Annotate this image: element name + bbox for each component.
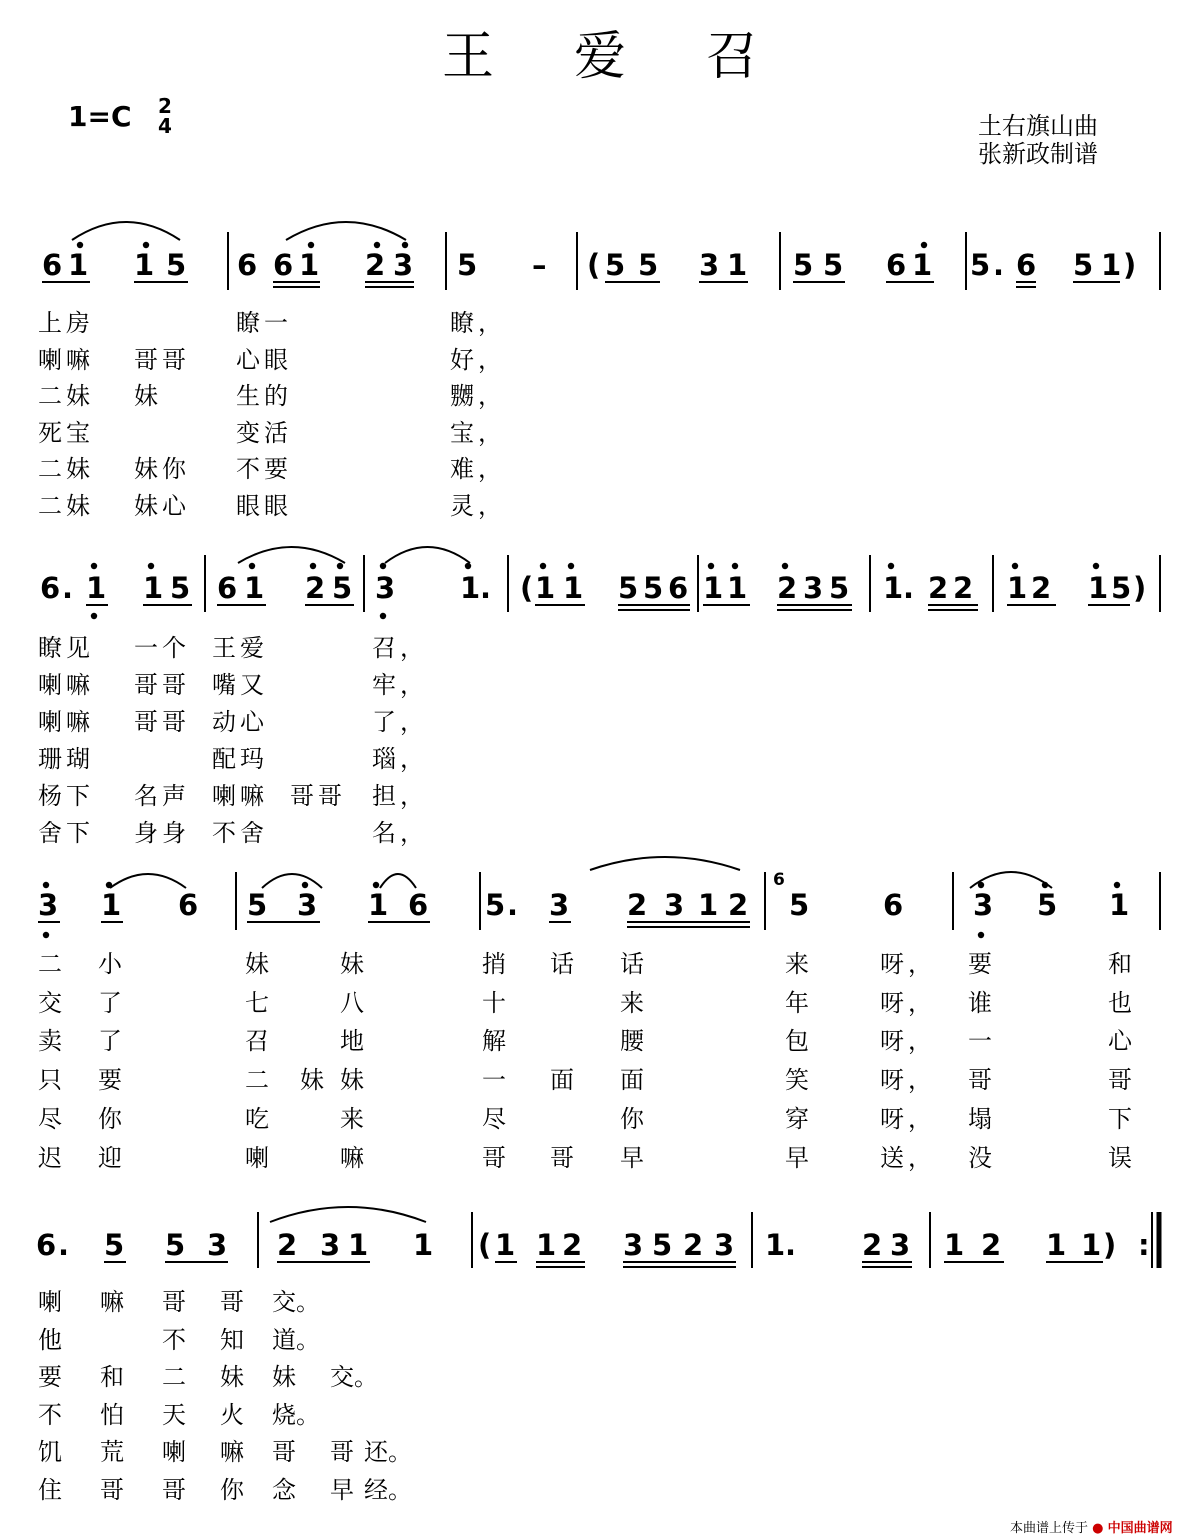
jianpu-note: . <box>903 571 915 605</box>
lyric-syllable: 配玛 <box>212 745 268 773</box>
jianpu-note: 1 <box>368 888 389 922</box>
lyric-syllable: 来 <box>620 988 648 1017</box>
jianpu-note: 6 <box>668 571 689 605</box>
lyric-syllable: 交。 <box>330 1363 378 1391</box>
jianpu-note: ) <box>1103 1228 1117 1262</box>
octave-dot <box>402 242 408 248</box>
jianpu-note: . <box>785 1228 797 1262</box>
lyric-syllable: 下 <box>1108 1104 1136 1133</box>
lyric-syllable: 牢， <box>372 671 428 699</box>
lyric-syllable: 妹 <box>245 950 273 978</box>
octave-dot <box>373 882 379 888</box>
credit-arranger: 张新政制谱 <box>978 140 1098 168</box>
jianpu-note: 6 <box>1016 248 1037 282</box>
jianpu-note: 1 <box>134 248 155 282</box>
lyric-syllable: 二妹 <box>38 455 94 483</box>
jianpu-note: 1 <box>535 571 556 605</box>
jianpu-note: 3 <box>393 248 414 282</box>
lyric-syllable: 腰 <box>620 1027 648 1056</box>
lyric-syllable: 早 <box>785 1143 813 1172</box>
lyric-syllable: 身身 <box>134 819 190 847</box>
jianpu-note: 3 <box>207 1228 228 1262</box>
slur <box>72 222 180 240</box>
lyric-syllable: 呀， <box>880 1027 936 1056</box>
lyric-syllable: 妹 <box>340 1066 368 1095</box>
lyric-syllable: 哥 <box>968 1066 996 1095</box>
jianpu-note: 1 <box>299 248 320 282</box>
lyric-syllable: 天 <box>162 1400 186 1429</box>
lyric-syllable: 妹 <box>300 1066 328 1095</box>
lyric-syllable: 早 <box>330 1475 354 1504</box>
lyric-syllable: 上房 <box>38 309 94 337</box>
jianpu-note: 6 <box>886 248 907 282</box>
jianpu-note: 3 <box>375 571 396 605</box>
jianpu-note: 1 <box>86 571 107 605</box>
jianpu-note: 3 <box>890 1228 911 1262</box>
jianpu-note: 3 <box>973 888 994 922</box>
lyric-syllable: 火 <box>220 1400 244 1429</box>
lyric-syllable: 谁 <box>968 988 996 1017</box>
octave-dot <box>374 242 380 248</box>
octave-dot <box>782 563 788 569</box>
jianpu-note: 5 <box>970 248 991 282</box>
jianpu-note: 5 <box>332 571 353 605</box>
time-signature-top: 2 <box>158 94 172 118</box>
octave-dot <box>91 613 97 619</box>
lyric-syllable: 灵， <box>450 491 506 520</box>
lyric-syllable: 心眼 <box>236 345 292 374</box>
lyric-syllable: 要 <box>968 950 996 978</box>
lyric-syllable: 妹你 <box>134 455 190 483</box>
lyric-syllable: 妹 <box>134 382 162 410</box>
octave-dot <box>978 932 984 938</box>
jianpu-note: 6 <box>273 248 294 282</box>
lyric-syllable: 哥 <box>162 1288 186 1316</box>
lyric-syllable: 二 <box>162 1363 186 1391</box>
lyric-syllable: 珊瑚 <box>38 745 94 773</box>
lyric-syllable: 了 <box>98 1027 126 1056</box>
lyric-syllable: 哥 <box>1108 1066 1136 1095</box>
octave-dot <box>465 563 471 569</box>
jianpu-note: 2 <box>777 571 798 605</box>
octave-dot <box>568 563 574 569</box>
jianpu-note: 1 <box>563 571 584 605</box>
lyric-syllable: 饥 <box>38 1438 62 1466</box>
jianpu-note: 5 <box>104 1228 125 1262</box>
lyric-syllable: 十 <box>482 988 510 1017</box>
jianpu-note: 3 <box>297 888 318 922</box>
lyric-syllable: 话 <box>620 950 648 978</box>
octave-dot <box>732 563 738 569</box>
octave-dot <box>143 242 149 248</box>
lyric-syllable: 召， <box>372 634 428 662</box>
jianpu-note: 1 <box>536 1228 557 1262</box>
lyric-syllable: 杨下 <box>38 782 94 810</box>
jianpu-note: 2 <box>277 1228 298 1262</box>
jianpu-note: 1 <box>765 1228 786 1262</box>
octave-dot <box>148 563 154 569</box>
lyric-syllable: 嬲， <box>450 382 506 410</box>
jianpu-note: 1 <box>912 248 933 282</box>
jianpu-note: 1 <box>143 571 164 605</box>
lyric-syllable: 烧。 <box>272 1400 320 1429</box>
lyric-syllable: 瞭， <box>450 309 506 337</box>
octave-dot <box>310 563 316 569</box>
lyric-syllable: 一 <box>968 1027 996 1056</box>
jianpu-note: 5 <box>829 571 850 605</box>
lyric-syllable: 喇 <box>245 1143 273 1172</box>
jianpu-note: ( <box>587 248 601 282</box>
jianpu-note: 2 <box>627 888 648 922</box>
jianpu-note: 5 <box>793 248 814 282</box>
lyric-syllable: 妹心 <box>134 491 190 520</box>
octave-dot <box>1114 882 1120 888</box>
jianpu-note: 5 <box>170 571 191 605</box>
jianpu-note: 5 <box>652 1228 673 1262</box>
jianpu-note: 1 <box>727 571 748 605</box>
jianpu-note: 1 <box>68 248 89 282</box>
octave-dot <box>249 563 255 569</box>
slur <box>110 874 186 888</box>
jianpu-note: 3 <box>38 888 59 922</box>
jianpu-note: 6 <box>217 571 238 605</box>
lyric-syllable: 你 <box>220 1475 244 1504</box>
lyric-syllable: 塌 <box>968 1104 996 1133</box>
lyric-syllable: 你 <box>98 1104 126 1133</box>
lyric-syllable: 年 <box>785 988 813 1017</box>
jianpu-note: 3 <box>803 571 824 605</box>
lyric-syllable: 名， <box>372 819 428 847</box>
lyric-syllable: 怕 <box>100 1400 124 1429</box>
lyric-syllable: 喇嘛 <box>38 345 94 374</box>
jianpu-note: 3 <box>699 248 720 282</box>
lyric-syllable: 和 <box>1108 950 1136 978</box>
jianpu-note: 5 <box>166 248 187 282</box>
octave-dot <box>380 613 386 619</box>
jianpu-note: 2 <box>305 571 326 605</box>
lyric-syllable: 来 <box>785 950 813 978</box>
octave-dot <box>540 563 546 569</box>
lyric-syllable: 笑 <box>785 1066 813 1095</box>
jianpu-note: – <box>532 248 547 282</box>
jianpu-note: 6 <box>40 571 61 605</box>
lyric-syllable: 来 <box>340 1104 368 1133</box>
jianpu-note: 5 <box>1111 571 1132 605</box>
jianpu-note: 6 <box>237 248 258 282</box>
jianpu-note: . <box>993 248 1005 282</box>
lyric-syllable: 心 <box>1108 1027 1136 1056</box>
octave-dot <box>308 242 314 248</box>
jianpu-note: 1 <box>703 571 724 605</box>
jianpu-note: 2 <box>365 248 386 282</box>
lyric-syllable: 哥 <box>220 1288 244 1316</box>
lyric-syllable: 地 <box>340 1027 368 1056</box>
jianpu-note: 1 <box>883 571 904 605</box>
lyric-syllable: 嘛 <box>100 1288 124 1316</box>
lyric-syllable: 喇嘛 <box>38 671 94 699</box>
jianpu-note: 1 <box>460 571 481 605</box>
song-title: 王爱召 <box>441 27 838 87</box>
octave-dot <box>337 563 343 569</box>
lyric-syllable: 道。 <box>272 1325 320 1354</box>
jianpu-note: 2 <box>953 571 974 605</box>
lyric-syllable: 没 <box>968 1143 996 1172</box>
lyric-syllable: 捎 <box>482 950 510 978</box>
lyric-syllable: 误 <box>1108 1143 1136 1172</box>
jianpu-note: 1 <box>727 248 748 282</box>
lyric-syllable: 好， <box>450 345 506 374</box>
jianpu-note: 3 <box>623 1228 644 1262</box>
lyric-syllable: 王爱 <box>212 634 268 662</box>
lyric-syllable: 二妹 <box>38 382 94 410</box>
lyric-syllable: 死宝 <box>38 418 94 447</box>
lyric-syllable: 难， <box>450 455 506 483</box>
footer-text: 本曲谱上传于 <box>1010 1521 1089 1536</box>
jianpu-note: ) <box>1133 571 1147 605</box>
slur <box>380 874 416 888</box>
lyric-syllable: 名声 <box>134 782 190 810</box>
jianpu-note: . <box>480 571 492 605</box>
jianpu-note: 3 <box>549 888 570 922</box>
jianpu-note: ( <box>520 571 534 605</box>
slur <box>286 222 406 240</box>
lyric-syllable: 二 <box>38 950 66 978</box>
lyric-syllable: 眼眼 <box>236 491 292 520</box>
lyric-syllable: 瑙， <box>372 745 428 773</box>
jianpu-note: 3 <box>664 888 685 922</box>
jianpu-note: 5 <box>485 888 506 922</box>
lyric-syllable: 召 <box>245 1027 273 1056</box>
jianpu-note: . <box>507 888 519 922</box>
lyric-syllable: 妹 <box>272 1363 296 1391</box>
lyric-syllable: 嘛 <box>340 1143 368 1172</box>
lyric-syllable: 一个 <box>134 634 190 662</box>
lyric-syllable: 喇 <box>38 1288 62 1316</box>
lyric-syllable: 了 <box>98 988 126 1017</box>
jianpu-note: . <box>62 571 74 605</box>
lyric-syllable: 还。 <box>364 1438 412 1466</box>
time-signature-bottom: 4 <box>158 114 172 138</box>
lyric-syllable: 担， <box>372 782 428 810</box>
footer-logo-icon: ● <box>1092 1521 1104 1536</box>
jianpu-note: 3 <box>714 1228 735 1262</box>
jianpu-note: 1 <box>1109 888 1130 922</box>
lyric-syllable: 哥哥 <box>134 671 190 699</box>
lyric-syllable: 哥哥 <box>134 345 190 374</box>
lyric-syllable: 动心 <box>212 708 268 736</box>
lyric-syllable: 解 <box>482 1027 510 1056</box>
jianpu-note: 2 <box>862 1228 883 1262</box>
jianpu-note: 5 <box>618 571 639 605</box>
lyric-syllable: 不舍 <box>212 819 268 847</box>
lyric-syllable: 面 <box>550 1066 578 1095</box>
lyric-syllable: 迟 <box>38 1143 66 1172</box>
octave-dot <box>43 882 49 888</box>
footer-brand: 中国曲谱网 <box>1107 1521 1173 1536</box>
lyric-syllable: 小 <box>98 950 126 978</box>
lyric-syllable: 送， <box>880 1143 936 1172</box>
jianpu-note: 5 <box>638 248 659 282</box>
lyric-syllable: 只 <box>38 1066 66 1095</box>
jianpu-note: 3 <box>320 1228 341 1262</box>
lyric-syllable: 知 <box>220 1325 244 1354</box>
lyric-syllable: 不 <box>162 1325 186 1354</box>
jianpu-note: 2 <box>928 571 949 605</box>
jianpu-note: 1 <box>348 1228 369 1262</box>
lyric-syllable: 喇嘛 <box>38 708 94 736</box>
upload-footer <box>1010 1517 1173 1536</box>
lyric-syllable: 尽 <box>38 1104 66 1133</box>
lyric-syllable: 喇嘛 <box>212 782 268 810</box>
lyric-syllable: 喇 <box>162 1438 186 1466</box>
lyric-syllable: 瞭见 <box>38 634 94 662</box>
octave-dot <box>302 882 308 888</box>
lyric-syllable: 妹 <box>220 1363 244 1391</box>
lyric-syllable: 住 <box>38 1475 62 1504</box>
jianpu-note: 6 <box>883 888 904 922</box>
jianpu-note: 1 <box>1081 1228 1102 1262</box>
lyric-syllable: 二 <box>245 1066 273 1095</box>
jianpu-note: 2 <box>981 1228 1002 1262</box>
slur <box>262 874 322 888</box>
lyric-syllable: 哥 <box>550 1143 578 1172</box>
lyric-syllable: 也 <box>1108 988 1136 1017</box>
jianpu-note: 5 <box>789 888 810 922</box>
jianpu-note: . <box>58 1228 70 1262</box>
lyric-syllable: 要 <box>38 1363 62 1391</box>
lyric-syllable: 七 <box>245 988 273 1017</box>
lyric-syllable: 他 <box>38 1325 62 1354</box>
lyric-syllable: 二妹 <box>38 491 94 520</box>
jianpu-note: 1 <box>101 888 122 922</box>
jianpu-note: 2 <box>1031 571 1052 605</box>
jianpu-note: 5 <box>823 248 844 282</box>
slur <box>385 547 470 563</box>
lyric-syllable: 包 <box>785 1027 813 1056</box>
key-signature: 1=C <box>68 100 132 133</box>
jianpu-note: 1 <box>1007 571 1028 605</box>
jianpu-note: 1 <box>944 1228 965 1262</box>
lyric-syllable: 变活 <box>236 418 292 447</box>
lyric-syllable: 经。 <box>364 1475 412 1504</box>
lyric-syllable: 呀， <box>880 1104 936 1133</box>
lyric-syllable: 吃 <box>245 1104 273 1133</box>
jianpu-note: 2 <box>683 1228 704 1262</box>
lyric-syllable: 嘴又 <box>212 671 268 699</box>
jianpu-note: 1 <box>244 571 265 605</box>
lyric-syllable: 哥 <box>330 1438 354 1466</box>
lyric-syllable: 了， <box>372 708 428 736</box>
lyric-syllable: 卖 <box>38 1027 66 1056</box>
lyric-syllable: 哥哥 <box>134 708 190 736</box>
octave-dot <box>1093 563 1099 569</box>
lyric-syllable: 哥 <box>162 1475 186 1504</box>
jianpu-note: 5 <box>457 248 478 282</box>
lyric-syllable: 不要 <box>236 455 292 483</box>
lyric-syllable: 荒 <box>100 1438 124 1466</box>
lyric-syllable: 要 <box>98 1066 126 1095</box>
lyric-syllable: 一 <box>482 1066 510 1095</box>
octave-dot <box>91 563 97 569</box>
lyric-syllable: 瞭一 <box>236 309 292 337</box>
jianpu-note: 2 <box>728 888 749 922</box>
lyric-syllable: 话 <box>550 950 578 978</box>
octave-dot <box>380 563 386 569</box>
jianpu-note: 1 <box>1101 248 1122 282</box>
lyric-syllable: 你 <box>620 1104 648 1133</box>
slur <box>270 1207 426 1222</box>
jianpu-note: 2 <box>562 1228 583 1262</box>
jianpu-note: 1 <box>413 1228 434 1262</box>
lyric-syllable: 宝， <box>450 418 506 447</box>
jianpu-note: 5 <box>1073 248 1094 282</box>
jianpu-note: : <box>1138 1228 1150 1262</box>
lyric-syllable: 妹 <box>340 950 368 978</box>
jianpu-note: 1 <box>1046 1228 1067 1262</box>
jianpu-note: 6 <box>36 1228 57 1262</box>
octave-dot <box>921 242 927 248</box>
jianpu-note: 6 <box>42 248 63 282</box>
jianpu-note: 5 <box>1037 888 1058 922</box>
lyric-syllable: 交 <box>38 988 66 1017</box>
lyric-syllable: 面 <box>620 1066 648 1095</box>
jianpu-note: 5 <box>643 571 664 605</box>
lyric-syllable: 呀， <box>880 950 936 978</box>
lyric-syllable: 呀， <box>880 1066 936 1095</box>
lyric-syllable: 交。 <box>272 1288 320 1316</box>
lyric-syllable: 穿 <box>785 1104 813 1133</box>
lyric-syllable: 哥 <box>272 1438 296 1466</box>
octave-dot <box>77 242 83 248</box>
lyric-syllable: 念 <box>272 1475 296 1504</box>
jianpu-note: 5 <box>247 888 268 922</box>
lyric-syllable: 舍下 <box>38 819 94 847</box>
jianpu-note: 5 <box>165 1228 186 1262</box>
lyric-syllable: 生的 <box>236 382 292 410</box>
lyric-syllable: 八 <box>340 988 368 1017</box>
octave-dot <box>708 563 714 569</box>
jianpu-note: 6 <box>178 888 199 922</box>
jianpu-note: ) <box>1123 248 1137 282</box>
jianpu-note: ( <box>478 1228 492 1262</box>
lyric-syllable: 嘛 <box>220 1438 244 1466</box>
lyric-syllable: 尽 <box>482 1104 510 1133</box>
slur <box>238 547 345 563</box>
credit-origin: 土右旗山曲 <box>978 112 1098 140</box>
slur <box>590 857 740 870</box>
jianpu-note: 1 <box>495 1228 516 1262</box>
jianpu-note: 1 <box>698 888 719 922</box>
lyric-syllable: 哥 <box>482 1143 510 1172</box>
octave-dot <box>1012 563 1018 569</box>
jianpu-note: 5 <box>605 248 626 282</box>
jianpu-note: 1 <box>1088 571 1109 605</box>
lyric-syllable: 不 <box>38 1400 62 1429</box>
jianpu-note: 6 <box>408 888 429 922</box>
lyric-syllable: 呀， <box>880 988 936 1017</box>
lyric-syllable: 迎 <box>98 1143 126 1172</box>
lyric-syllable: 哥哥 <box>290 782 346 810</box>
grace-note: 6 <box>773 870 785 890</box>
lyric-syllable: 哥 <box>100 1475 124 1504</box>
octave-dot <box>888 563 894 569</box>
lyric-syllable: 和 <box>100 1363 124 1391</box>
lyric-syllable: 早 <box>620 1143 648 1172</box>
octave-dot <box>43 932 49 938</box>
